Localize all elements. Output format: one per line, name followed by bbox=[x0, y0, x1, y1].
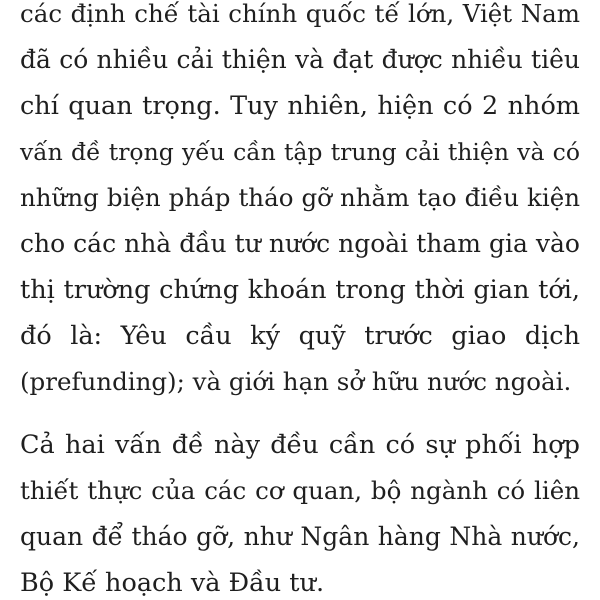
text-line: chí quan trọng. Tuy nhiên, hiện có 2 nhóm bbox=[20, 91, 580, 121]
text-line: đã có nhiều cải thiện và đạt được nhiều tiêu bbox=[20, 45, 580, 74]
text-line: thị trường chứng khoán trong thời gian tới, bbox=[20, 275, 580, 305]
text-line: đó là: Yêu cầu ký quỹ trước giao dịch bbox=[20, 321, 580, 351]
text-line: những biện pháp tháo gỡ nhằm tạo điều kiện bbox=[20, 183, 580, 212]
text-line: vấn đề trọng yếu cần tập trung cải thiện và có bbox=[20, 138, 580, 166]
text-line: thiết thực của các cơ quan, bộ ngành có liên bbox=[20, 476, 580, 505]
text-line: (prefunding); và giới hạn sở hữu nước ngoài. bbox=[20, 367, 572, 396]
text-line: các định chế tài chính quốc tế lớn, Việt Nam bbox=[20, 0, 580, 28]
text-line: Cả hai vấn đề này đều cần có sự phối hợp bbox=[20, 430, 580, 460]
text-line: Bộ Kế hoạch và Đầu tư. bbox=[20, 568, 325, 598]
text-line: quan để tháo gỡ, như Ngân hàng Nhà nước, bbox=[20, 522, 580, 551]
text-line: cho các nhà đầu tư nước ngoài tham gia vào bbox=[20, 229, 580, 258]
